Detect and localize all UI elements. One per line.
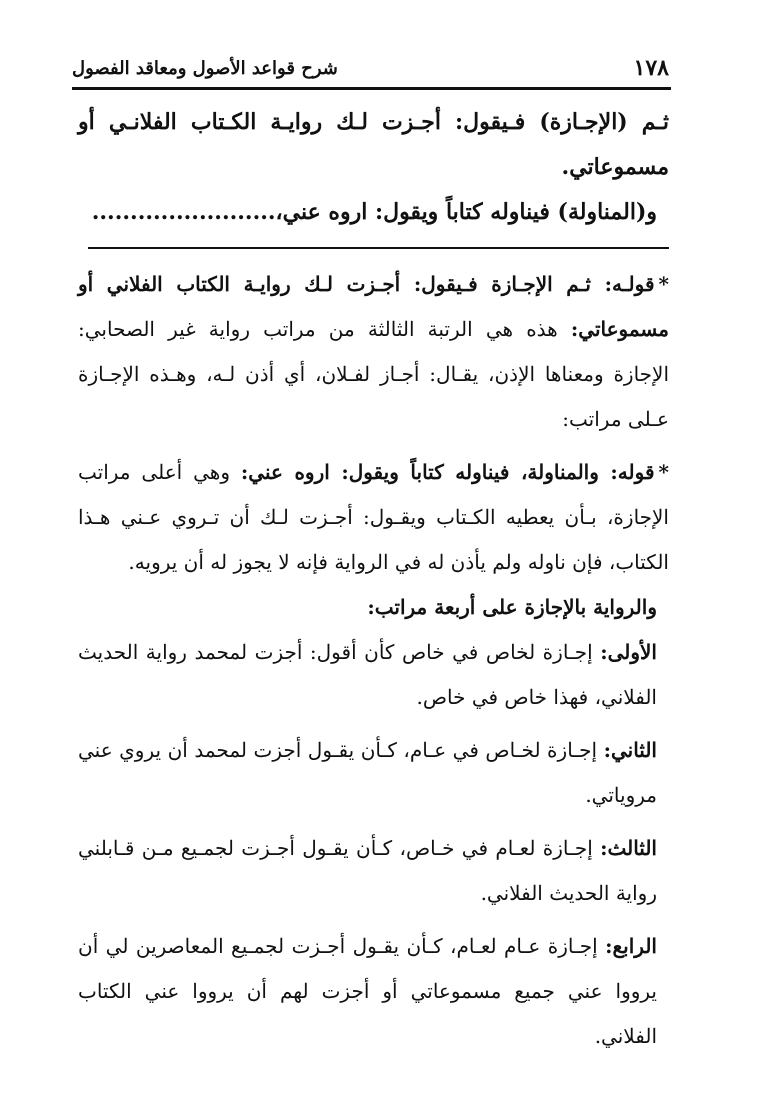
- commentary-paragraph-rank-2: [78, 728, 669, 818]
- rank-text: إجـازة عـام لعـام، كـأن يقـول أجـزت لجمـيع المعاصرين لي أن يرووا عني جميع مسموعاتي أو أجزت لهم أن يرووا عني الكتاب الفلاني.: [78, 934, 657, 1048]
- commentary-paragraph-munawala: [78, 450, 669, 585]
- page-number: ١٧٨: [633, 55, 669, 81]
- commentary-paragraph-ranks-intro: والرواية بالإجازة على أربعة مراتب:: [367, 595, 657, 619]
- running-title: شرح قواعد الأصول ومعاقد الفصول: [72, 58, 338, 79]
- running-header: [72, 52, 669, 88]
- asterisk-marker: *: [658, 460, 669, 484]
- asterisk-marker: *: [658, 272, 669, 296]
- quoted-lemma: قوله: والمناولة، فيناوله كتاباً ويقول: اروه عني:: [240, 460, 655, 484]
- commentary-section: [78, 262, 669, 1059]
- commentary-paragraph-rank-4: [78, 924, 669, 1059]
- rank-label: الأولى:: [600, 640, 657, 664]
- commentary-text: وهي أعلى مراتب الإجازة، بـأن يعطيه الكـتاب ويقـول: أجـزت لـك أن تـروي عـني هـذا الكتاب، فإن ناوله ولم يأذن له في الرواية فإنه لا يجوز له أن يرويه.: [78, 460, 669, 574]
- matn-paragraph-ijaza: ثـم (الإجـازة) فـيقول: أجـزت لـك روايـة الكـتاب الفلانـي أو مسموعاتي.: [78, 109, 669, 180]
- rank-label: الثاني:: [603, 738, 657, 762]
- rank-text: إجـازة لخاص في خاص كأن أقول: أجزت لمحمد رواية الحديث الفلاني، فهذا خاص في خاص.: [78, 640, 657, 709]
- quoted-lemma: قولـه: ثـم الإجـازة فـيقول: أجـزت لـك روايـة الكتاب الفلاني أو مسموعاتي:: [78, 272, 669, 341]
- separator-rule: [88, 247, 669, 249]
- matn-section: [78, 100, 669, 235]
- commentary-text: هذه هي الرتبة الثالثة من مراتب رواية غير الصحابي: الإجازة ومعناها الإذن، يقـال: أجـاز لفـلان، أي أذن لـه، وهـذه الإجـازة عـلى مراتب:: [78, 317, 669, 431]
- commentary-paragraph-ijaza: [78, 262, 669, 442]
- rank-text: إجـازة لخـاص في عـام، كـأن يقـول أجزت لمحمد أن يروي عني مروياتي.: [78, 738, 657, 807]
- rank-label: الرابع:: [605, 934, 657, 958]
- header-rule: [72, 87, 671, 90]
- commentary-paragraph-rank-3: [78, 826, 669, 916]
- rank-label: الثالث:: [600, 836, 657, 860]
- commentary-paragraph-rank-1: [78, 630, 669, 720]
- matn-paragraph-munawala: و(المناولة) فيناوله كتاباً ويقول: اروه عني،........................: [91, 199, 657, 225]
- rank-text: إجـازة لعـام في خـاص، كـأن يقـول أجـزت لجمـيع مـن قـابلني رواية الحديث الفلاني.: [78, 836, 657, 905]
